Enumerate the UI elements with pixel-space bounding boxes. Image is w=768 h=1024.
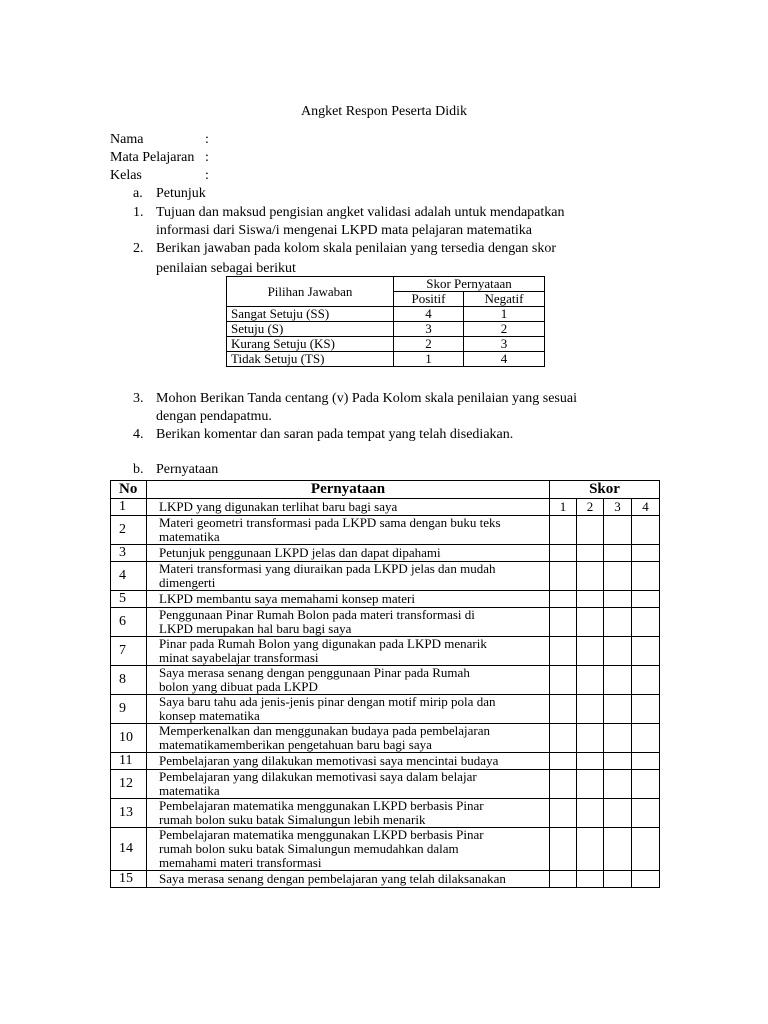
score-checkbox-cell[interactable] xyxy=(577,695,604,724)
score-row-positive: 4 xyxy=(394,307,464,322)
score-checkbox-cell[interactable] xyxy=(632,545,660,562)
statement-text-line: LKPD membantu saya memahami konsep materi xyxy=(159,591,415,606)
statement-number: 3 xyxy=(111,545,147,562)
score-checkbox-cell[interactable] xyxy=(604,871,632,888)
statements-table xyxy=(110,480,660,888)
score-table-row xyxy=(227,337,545,352)
score-level-header: 2 xyxy=(577,499,604,516)
score-table-header-score: Skor Pernyataan xyxy=(394,277,545,292)
statement-row xyxy=(111,637,660,666)
section-a-marker: a. xyxy=(133,186,143,201)
score-row-positive: 2 xyxy=(394,337,464,352)
score-checkbox-cell[interactable] xyxy=(632,770,660,799)
statement-text-line: Pembelajaran yang dilakukan memotivasi saya dalam belajar xyxy=(159,769,477,784)
score-checkbox-cell[interactable] xyxy=(632,828,660,871)
score-checkbox-cell[interactable] xyxy=(604,828,632,871)
score-checkbox-cell[interactable] xyxy=(632,591,660,608)
statement-text-line: dimengerti xyxy=(159,575,216,590)
header-field-colon: : xyxy=(205,132,209,147)
score-checkbox-cell[interactable] xyxy=(577,666,604,695)
score-checkbox-cell[interactable] xyxy=(577,871,604,888)
statement-number: 4 xyxy=(111,562,147,591)
instruction-number: 3. xyxy=(133,391,144,406)
statement-text-line: minat sayabelajar transformasi xyxy=(159,650,319,665)
statements-header-score: Skor xyxy=(550,481,660,499)
statement-number: 5 xyxy=(111,591,147,608)
score-checkbox-cell[interactable] xyxy=(577,591,604,608)
section-b-marker: b. xyxy=(133,462,144,477)
instruction-text-line: Berikan jawaban pada kolom skala penilaian yang tersedia dengan skor xyxy=(156,241,557,256)
score-row-negative: 2 xyxy=(464,322,545,337)
score-checkbox-cell[interactable] xyxy=(550,799,577,828)
score-row-label: Sangat Setuju (SS) xyxy=(227,307,394,322)
statement-text-line: Materi transformasi yang diuraikan pada LKPD jelas dan mudah xyxy=(159,561,496,576)
statement-row xyxy=(111,799,660,828)
score-checkbox-cell[interactable] xyxy=(550,770,577,799)
score-checkbox-cell[interactable] xyxy=(577,545,604,562)
score-table-row xyxy=(227,307,545,322)
statement-row xyxy=(111,770,660,799)
score-checkbox-cell[interactable] xyxy=(632,724,660,753)
statement-number: 6 xyxy=(111,608,147,637)
score-checkbox-cell[interactable] xyxy=(632,608,660,637)
statement-text xyxy=(147,695,550,724)
score-checkbox-cell[interactable] xyxy=(577,637,604,666)
score-checkbox-cell[interactable] xyxy=(577,799,604,828)
statement-text-line: Materi geometri transformasi pada LKPD sama dengan buku teks xyxy=(159,515,501,530)
score-checkbox-cell[interactable] xyxy=(632,753,660,770)
statement-text xyxy=(147,516,550,545)
header-field-colon: : xyxy=(205,168,209,183)
score-checkbox-cell[interactable] xyxy=(577,516,604,545)
statement-text-line: Penggunaan Pinar Rumah Bolon pada materi transformasi di xyxy=(159,607,475,622)
statement-row xyxy=(111,695,660,724)
score-checkbox-cell[interactable] xyxy=(632,871,660,888)
score-level-header: 1 xyxy=(550,499,577,516)
score-checkbox-cell[interactable] xyxy=(577,562,604,591)
score-checkbox-cell[interactable] xyxy=(632,666,660,695)
statement-number: 9 xyxy=(111,695,147,724)
score-row-negative: 3 xyxy=(464,337,545,352)
score-checkbox-cell[interactable] xyxy=(604,724,632,753)
score-checkbox-cell[interactable] xyxy=(550,516,577,545)
statement-text-line: bolon yang dibuat pada LKPD xyxy=(159,679,318,694)
score-checkbox-cell[interactable] xyxy=(604,608,632,637)
score-row-negative: 1 xyxy=(464,307,545,322)
statement-text-line: Saya baru tahu ada jenis-jenis pinar dengan motif mirip pola dan xyxy=(159,694,496,709)
score-checkbox-cell[interactable] xyxy=(577,753,604,770)
score-table-row xyxy=(227,322,545,337)
statement-row xyxy=(111,871,660,888)
statement-number: 15 xyxy=(111,871,147,888)
score-table-header-negative: Negatif xyxy=(464,292,545,307)
score-table-header-positive: Positif xyxy=(394,292,464,307)
score-row-label: Kurang Setuju (KS) xyxy=(227,337,394,352)
score-checkbox-cell[interactable] xyxy=(604,666,632,695)
header-field-label: Nama xyxy=(110,132,144,147)
score-checkbox-cell[interactable] xyxy=(604,591,632,608)
statement-row xyxy=(111,724,660,753)
statement-text-line: Pembelajaran matematika menggunakan LKPD berbasis Pinar xyxy=(159,798,484,813)
instruction-text-line: Berikan komentar dan saran pada tempat yang telah disediakan. xyxy=(156,427,514,442)
instruction-text-line: informasi dari Siswa/i mengenai LKPD mata pelajaran matematika xyxy=(156,223,532,238)
score-checkbox-cell[interactable] xyxy=(604,770,632,799)
statement-text xyxy=(147,499,550,516)
instruction-text-line: dengan pendapatmu. xyxy=(156,409,272,424)
statement-text-line: konsep matematika xyxy=(159,708,260,723)
score-table-row xyxy=(227,352,545,367)
score-row-label: Tidak Setuju (TS) xyxy=(227,352,394,367)
statement-number: 13 xyxy=(111,799,147,828)
statement-number: 2 xyxy=(111,516,147,545)
header-field-colon: : xyxy=(205,150,209,165)
statement-text-line: Saya merasa senang dengan pembelajaran yang telah dilaksanakan xyxy=(159,871,506,886)
statement-row xyxy=(111,562,660,591)
score-level-header: 3 xyxy=(604,499,632,516)
score-row-label: Setuju (S) xyxy=(227,322,394,337)
statement-text xyxy=(147,562,550,591)
statement-text-line: Memperkenalkan dan menggunakan budaya pada pembelajaran xyxy=(159,723,490,738)
statement-text-line: rumah bolon suku batak Simalungun memudahkan dalam xyxy=(159,841,459,856)
instruction-number: 2. xyxy=(133,241,144,256)
score-checkbox-cell[interactable] xyxy=(577,608,604,637)
score-checkbox-cell[interactable] xyxy=(550,591,577,608)
statement-row xyxy=(111,753,660,770)
statement-text-line: rumah bolon suku batak Simalungun lebih menarik xyxy=(159,812,426,827)
statement-row xyxy=(111,666,660,695)
score-checkbox-cell[interactable] xyxy=(632,695,660,724)
statement-text-line: Pembelajaran matematika menggunakan LKPD berbasis Pinar xyxy=(159,827,484,842)
score-checkbox-cell[interactable] xyxy=(550,666,577,695)
score-checkbox-cell[interactable] xyxy=(550,608,577,637)
section-b-label: Pernyataan xyxy=(156,462,219,477)
statement-row xyxy=(111,591,660,608)
statement-number: 10 xyxy=(111,724,147,753)
statement-row xyxy=(111,545,660,562)
score-level-header: 4 xyxy=(632,499,660,516)
instruction-text-line: Tujuan dan maksud pengisian angket validasi adalah untuk mendapatkan xyxy=(156,205,565,220)
statement-text xyxy=(147,871,550,888)
statement-text-line: Petunjuk penggunaan LKPD jelas dan dapat dipahami xyxy=(159,545,441,560)
score-checkbox-cell[interactable] xyxy=(604,637,632,666)
statement-text-line: Pembelajaran yang dilakukan memotivasi saya mencintai budaya xyxy=(159,753,499,768)
statement-number: 7 xyxy=(111,637,147,666)
instruction-text-line: Mohon Berikan Tanda centang (v) Pada Kolom skala penilaian yang sesuai xyxy=(156,391,577,406)
section-a-label: Petunjuk xyxy=(156,186,206,201)
score-row-positive: 1 xyxy=(394,352,464,367)
page-title: Angket Respon Peserta Didik xyxy=(300,104,468,119)
statement-number: 8 xyxy=(111,666,147,695)
score-checkbox-cell[interactable] xyxy=(577,770,604,799)
score-checkbox-cell[interactable] xyxy=(604,562,632,591)
statement-row xyxy=(111,828,660,871)
statements-header-statement: Pernyataan xyxy=(147,481,550,499)
statement-text-line: matematika xyxy=(159,783,220,798)
statement-text-line: memahami materi transformasi xyxy=(159,855,322,870)
score-checkbox-cell[interactable] xyxy=(550,562,577,591)
score-checkbox-cell[interactable] xyxy=(632,799,660,828)
statement-text-line: matematikamemberikan pengetahuan baru bagi saya xyxy=(159,737,432,752)
score-checkbox-cell[interactable] xyxy=(550,545,577,562)
score-checkbox-cell[interactable] xyxy=(550,753,577,770)
score-checkbox-cell[interactable] xyxy=(550,637,577,666)
score-table-header-choice: Pilihan Jawaban xyxy=(227,277,394,307)
statement-text xyxy=(147,753,550,770)
statement-row xyxy=(111,516,660,545)
score-checkbox-cell[interactable] xyxy=(632,562,660,591)
score-checkbox-cell[interactable] xyxy=(550,695,577,724)
statement-text-line: LKPD yang digunakan terlihat baru bagi saya xyxy=(159,499,398,514)
statement-text-line: Pinar pada Rumah Bolon yang digunakan pada LKPD menarik xyxy=(159,636,487,651)
score-checkbox-cell[interactable] xyxy=(577,724,604,753)
score-checkbox-cell[interactable] xyxy=(632,637,660,666)
statement-row xyxy=(111,499,660,516)
score-checkbox-cell[interactable] xyxy=(604,799,632,828)
statement-text xyxy=(147,545,550,562)
score-checkbox-cell[interactable] xyxy=(632,516,660,545)
statement-text-line: Saya merasa senang dengan penggunaan Pinar pada Rumah xyxy=(159,665,470,680)
statement-text xyxy=(147,828,550,871)
statement-text xyxy=(147,637,550,666)
score-checkbox-cell[interactable] xyxy=(604,516,632,545)
statement-row xyxy=(111,608,660,637)
statement-number: 12 xyxy=(111,770,147,799)
statement-number: 11 xyxy=(111,753,147,770)
instruction-number: 4. xyxy=(133,427,144,442)
score-checkbox-cell[interactable] xyxy=(550,871,577,888)
score-table xyxy=(226,276,545,367)
instruction-number: 1. xyxy=(133,205,144,220)
score-row-positive: 3 xyxy=(394,322,464,337)
statement-text xyxy=(147,724,550,753)
statement-text xyxy=(147,666,550,695)
score-checkbox-cell[interactable] xyxy=(604,695,632,724)
instruction-text-line: penilaian sebagai berikut xyxy=(156,261,296,276)
header-field-label: Mata Pelajaran xyxy=(110,150,195,165)
score-row-negative: 4 xyxy=(464,352,545,367)
score-checkbox-cell[interactable] xyxy=(604,753,632,770)
statement-number: 14 xyxy=(111,828,147,871)
statement-text xyxy=(147,770,550,799)
statement-text xyxy=(147,608,550,637)
score-checkbox-cell[interactable] xyxy=(550,724,577,753)
statements-header-no: No xyxy=(111,481,147,499)
score-checkbox-cell[interactable] xyxy=(550,828,577,871)
header-field-label: Kelas xyxy=(110,168,142,183)
statement-text xyxy=(147,799,550,828)
score-checkbox-cell[interactable] xyxy=(577,828,604,871)
statement-number: 1 xyxy=(111,499,147,516)
statement-text-line: matematika xyxy=(159,529,220,544)
statement-text xyxy=(147,591,550,608)
statement-text-line: LKPD merupakan hal baru bagi saya xyxy=(159,621,352,636)
score-checkbox-cell[interactable] xyxy=(604,545,632,562)
